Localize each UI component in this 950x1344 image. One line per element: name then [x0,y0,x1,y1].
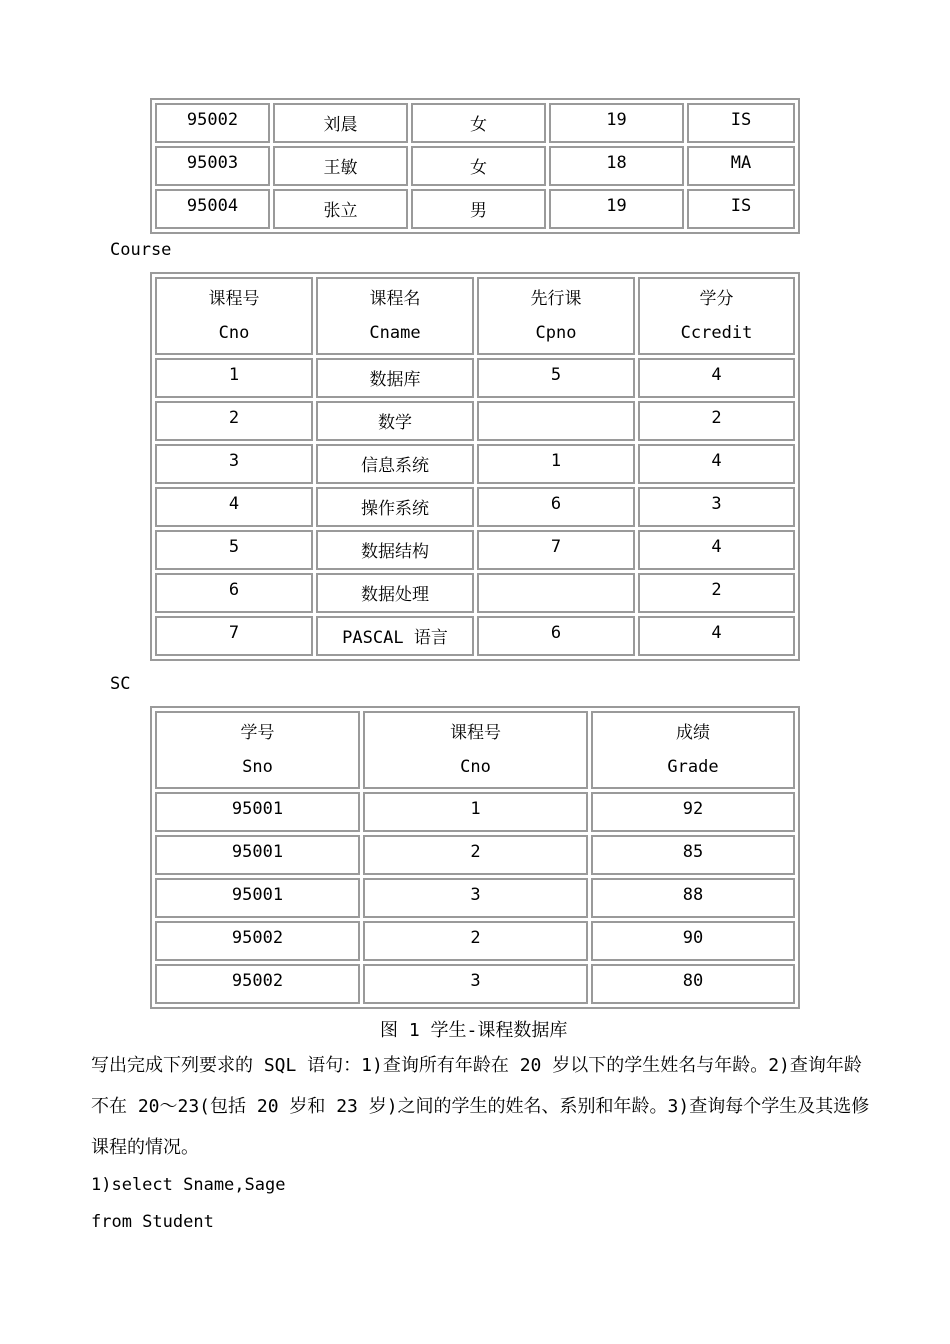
header-cn: 课程号 [450,723,501,743]
course-table-label: Course [110,240,172,260]
cell-text: 数学 [378,413,412,433]
table-cell [638,487,795,527]
table-cell [155,964,360,1004]
figure-caption: 图 1 学生-课程数据库 [380,1020,568,1041]
cell-text: 95003 [186,153,239,173]
table-cell [316,401,474,441]
table-cell [316,444,474,484]
header-en: Ccredit [680,323,753,343]
table-cell [591,835,795,875]
table-row [155,792,795,832]
table-cell [155,921,360,961]
header-en: Cname [369,323,421,343]
cell-text: 4 [711,451,722,471]
table-cell [316,573,474,613]
table-cell [316,530,474,570]
table-row [155,487,795,527]
table-cell [638,616,795,656]
table-cell [687,146,795,186]
header-cell [638,277,795,355]
table-cell [363,921,588,961]
cell-text: 1 [550,451,562,471]
table-cell [638,573,795,613]
header-en: Grade [667,757,719,777]
cell-text: 数据结构 [361,542,429,562]
table-cell [549,146,684,186]
table-cell [591,921,795,961]
table-row [155,189,795,229]
sc-table-label: SC [110,674,131,694]
cell-text: 3 [470,885,481,905]
cell-text: 1 [470,799,481,819]
cell-text: 95001 [231,885,284,905]
cell-text: 7 [228,623,240,643]
table-cell [155,444,313,484]
cell-text: 2 [228,408,240,428]
table-row [155,835,795,875]
cell-text: 6 [550,623,562,643]
table-cell [411,189,546,229]
table-row [155,444,795,484]
table-row [155,878,795,918]
table-cell [411,103,546,143]
table-cell [477,358,635,398]
code-line-2: from Student [91,1212,214,1232]
cell-text: 4 [711,365,722,385]
cell-text: 19 [606,110,627,130]
table-cell [477,487,635,527]
cell-text: 张立 [323,201,358,221]
header-cn: 学分 [699,289,734,309]
cell-text: 1 [228,365,240,385]
question-paragraph: 写出完成下列要求的 SQL 语句：1)查询所有年龄在 20 岁以下的学生姓名与年龄。2)查询年龄不在 20～23(包括 20 岁和 23 岁)之间的学生的姓名、系别和年龄。3)查询每个学生及其选修课程的情况。 [91,1055,870,1158]
table-cell [549,189,684,229]
cell-text: 王敏 [323,158,358,178]
cell-text: 2 [711,580,722,600]
header-cn: 课程号 [208,289,260,309]
cell-text: 5 [550,365,562,385]
table-cell [638,358,795,398]
header-cn: 成绩 [676,723,710,743]
table-cell [477,616,635,656]
table-header-row [155,277,795,355]
header-cell [477,277,635,355]
table-row [155,358,795,398]
cell-text: 信息系统 [361,456,429,476]
cell-text: 刘晨 [323,115,358,135]
cell-text: IS [730,110,752,130]
table-cell [477,444,635,484]
cell-text: 4 [711,623,722,643]
table-cell [155,189,270,229]
header-en: Sno [242,757,273,777]
cell-text: 85 [682,842,704,862]
cell-text: 95002 [186,110,239,130]
cell-text: 4 [711,537,722,557]
table-cell [363,878,588,918]
cell-text: 数据库 [369,370,421,390]
table-header-row [155,711,795,789]
header-cell [155,711,360,789]
table-row [155,103,795,143]
cell-text: 92 [682,799,704,819]
cell-text: IS [730,196,752,216]
table-cell [155,530,313,570]
cell-text: 4 [228,494,240,514]
table-cell [316,358,474,398]
table-cell [363,964,588,1004]
cell-text: 2 [470,842,481,862]
cell-text: 88 [682,885,704,905]
table-cell [638,530,795,570]
cell-text: 3 [228,451,240,471]
table-cell [477,401,635,441]
sc-table [150,706,800,1009]
table-cell [316,616,474,656]
cell-text: 7 [550,537,562,557]
table-cell [549,103,684,143]
header-cn: 学号 [240,723,275,743]
cell-text: 95001 [231,842,284,862]
table-cell [477,573,635,613]
table-cell [155,835,360,875]
cell-text: 6 [228,580,240,600]
cell-text: 6 [550,494,562,514]
cell-text: MA [730,153,752,173]
cell-text: 19 [606,196,627,216]
cell-text: 18 [606,153,627,173]
header-en: Cno [218,323,250,343]
table-cell [155,103,270,143]
table-cell [411,146,546,186]
header-cell [591,711,795,789]
table-row [155,573,795,613]
cell-text: PASCAL 语言 [342,628,448,648]
table-cell [155,573,313,613]
table-cell [273,103,408,143]
cell-text: 90 [682,928,704,948]
table-row [155,530,795,570]
table-row [155,921,795,961]
cell-text: 女 [470,115,487,135]
header-cell [363,711,588,789]
table-cell [155,401,313,441]
header-en: Cno [460,757,491,777]
table-row [155,401,795,441]
header-cell [155,277,313,355]
table-cell [591,964,795,1004]
table-cell [155,487,313,527]
table-cell [638,401,795,441]
cell-text: 3 [711,494,722,514]
cell-text: 95004 [186,196,239,216]
cell-text: 操作系统 [361,499,429,519]
code-line-1: 1)select Sname,Sage [91,1175,286,1195]
cell-text: 2 [711,408,722,428]
table-row [155,616,795,656]
table-cell [638,444,795,484]
table-cell [155,358,313,398]
header-cn: 课程名 [369,289,421,309]
cell-text: 95002 [231,928,284,948]
cell-text: 95002 [231,971,284,991]
cell-text: 5 [228,537,240,557]
table-cell [155,878,360,918]
table-cell [363,792,588,832]
student-table [150,98,800,234]
table-cell [273,189,408,229]
table-cell [316,487,474,527]
header-en: Cpno [535,323,577,343]
table-cell [687,103,795,143]
cell-text: 女 [470,158,487,178]
table-cell [591,792,795,832]
table-cell [363,835,588,875]
table-cell [591,878,795,918]
table-row [155,146,795,186]
header-cell [316,277,474,355]
course-table [150,272,800,661]
header-cn: 先行课 [530,289,582,309]
table-row [155,964,795,1004]
cell-text: 2 [470,928,481,948]
cell-text: 男 [470,201,487,221]
table-cell [477,530,635,570]
table-cell [273,146,408,186]
cell-text: 3 [470,971,481,991]
table-cell [155,616,313,656]
table-cell [155,792,360,832]
cell-text: 数据处理 [361,585,429,605]
cell-text: 95001 [231,799,284,819]
table-cell [155,146,270,186]
table-cell [687,189,795,229]
cell-text: 80 [682,971,704,991]
